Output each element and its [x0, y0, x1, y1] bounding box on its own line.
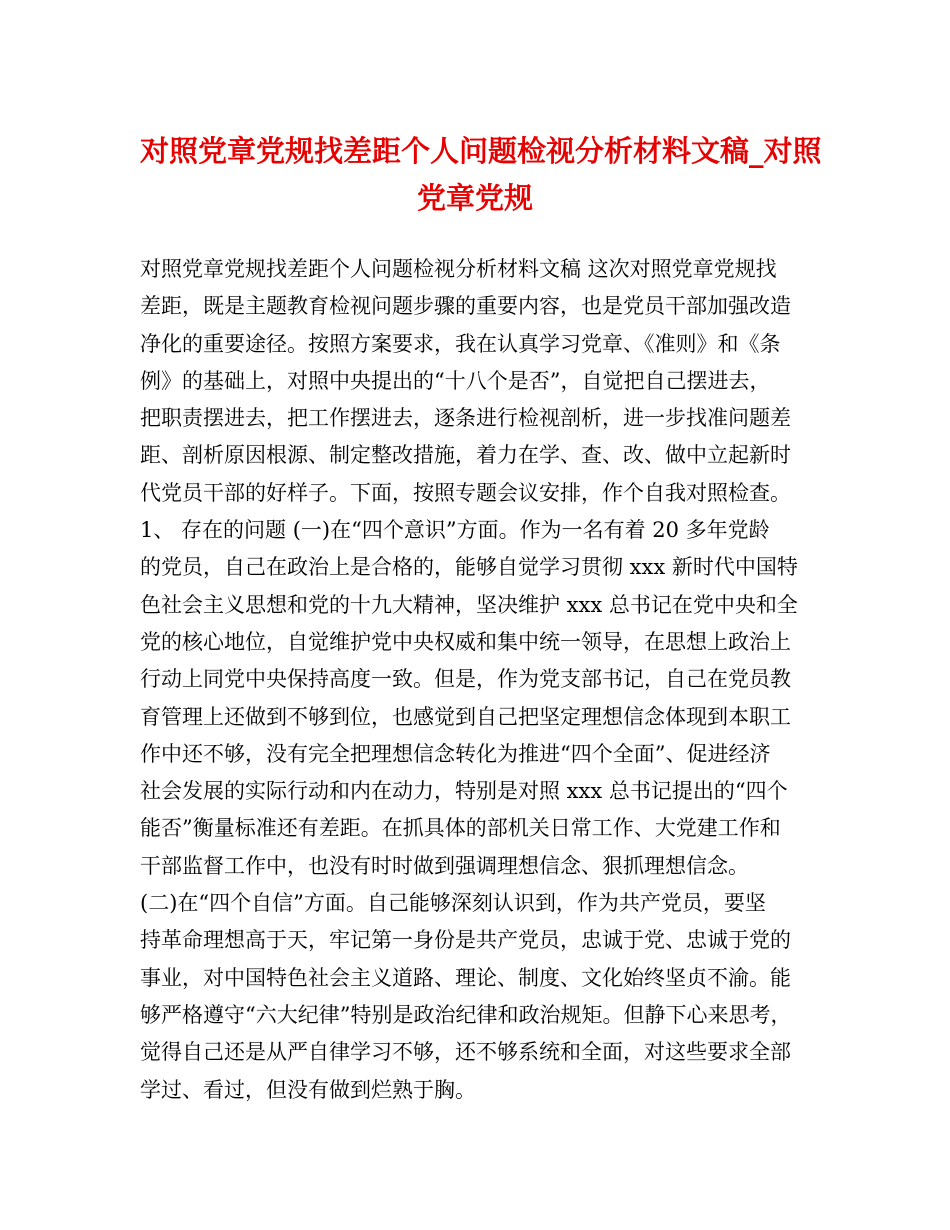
body-line: 代党员干部的好样子。下面，按照专题会议安排，作个自我对照检查。: [140, 480, 791, 505]
body-line: 够严格遵守“六大纪律”特别是政治纪律和政治规矩。但静下心来思考，: [140, 1002, 792, 1027]
body-line: 把职责摆进去，把工作摆进去，逐条进行检视剖析，进一步找准问题差: [140, 406, 791, 431]
body-line: 党的核心地位，自觉维护党中央权威和集中统一领导，在思想上政治上: [140, 629, 791, 654]
body-line: 事业，对中国特色社会主义道路、理论、制度、文化始终坚贞不渝。能: [140, 965, 791, 990]
body-line: 色社会主义思想和党的十九大精神，坚决维护 xxx 总书记在党中央和全: [140, 592, 798, 617]
body-line: 对照党章党规找差距个人问题检视分析材料文稿 这次对照党章党规找: [140, 257, 777, 281]
body-line: 觉得自己还是从严自律学习不够，还不够系统和全面，对这些要求全部: [140, 1040, 791, 1065]
body-line: 作中还不够，没有完全把理想信念转化为推进“四个全面”、促进经济: [140, 741, 771, 766]
body-line: 社会发展的实际行动和内在动力，特别是对照 xxx 总书记提出的“四个: [140, 779, 788, 804]
body-line: 学过、看过，但没有做到烂熟于胸。: [140, 1077, 476, 1102]
body-line: 干部监督工作中，也没有时时做到强调理想信念、狠抓理想信念。: [140, 853, 749, 878]
title-line: 对照党章党规找差距个人问题检视分析材料文稿_对照: [140, 134, 822, 168]
body-line: 持革命理想高于天，牢记第一身份是共产党员，忠诚于党、忠诚于党的: [140, 928, 791, 953]
body-line: 例》的基础上，对照中央提出的“十八个是否”，自觉把自己摆进去，: [140, 368, 771, 393]
body-line: 行动上同党中央保持高度一致。但是，作为党支部书记，自己在党员教: [140, 667, 791, 692]
document-body: [140, 251, 820, 1109]
body-line: 能否”衡量标准还有差距。在抓具体的部机关日常工作、大党建工作和: [140, 816, 781, 841]
body-line: 育管理上还做到不够到位，也感觉到自己把坚定理想信念体现到本职工: [140, 704, 791, 729]
title-line: 党章党规: [416, 181, 533, 215]
body-line: 距、剖析原因根源、制定整改措施，着力在学、查、改、做中立起新时: [140, 443, 791, 468]
body-line: 差距，既是主题教育检视问题步骤的重要内容，也是党员干部加强改造: [140, 294, 791, 319]
body-line: 净化的重要途径。按照方案要求，我在认真学习党章、《准则》和《条: [140, 331, 781, 356]
body-line: (二)在“四个自信”方面。自己能够深刻认识到，作为共产党员，要坚: [140, 891, 766, 916]
body-line: 的党员，自己在政治上是合格的，能够自觉学习贯彻 xxx 新时代中国特: [140, 555, 798, 580]
body-line: 1、 存在的问题 (一)在“四个意识”方面。作为一名有着 20 多年党龄: [140, 518, 770, 543]
document-title: [140, 128, 822, 222]
